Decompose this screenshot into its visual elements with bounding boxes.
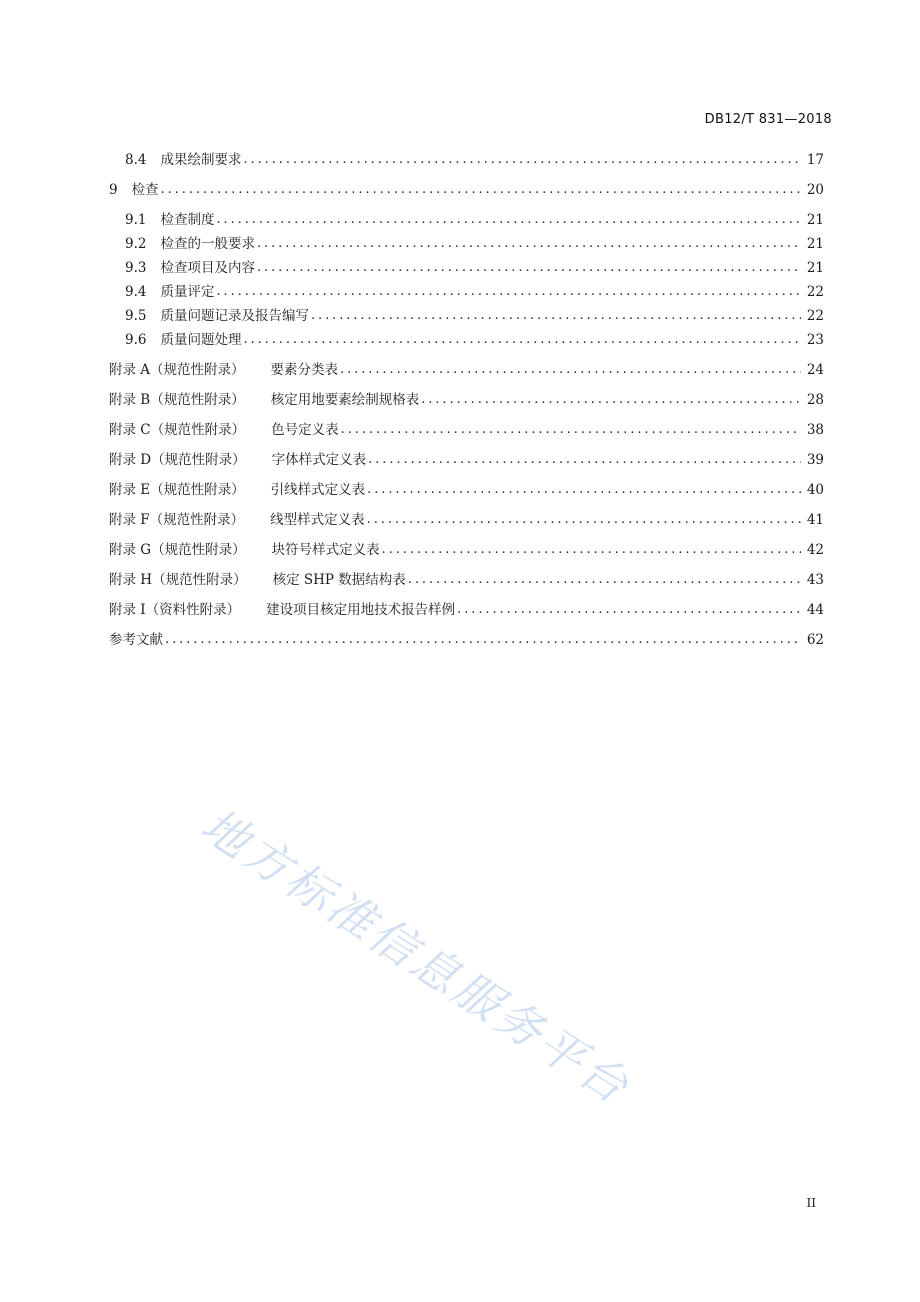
toc-page: 40 bbox=[806, 482, 824, 498]
toc-title: 参考文献 bbox=[109, 632, 163, 648]
toc-title: 质量评定 bbox=[160, 284, 215, 300]
toc-leader-dots bbox=[367, 479, 801, 501]
toc-title: 检查的一般要求 bbox=[160, 236, 255, 252]
toc-page: 21 bbox=[806, 260, 824, 276]
toc-page: 24 bbox=[806, 362, 824, 378]
toc-title: 块符号样式定义表 bbox=[271, 542, 380, 558]
toc-leader-dots bbox=[367, 509, 801, 531]
toc-number: 附录 I（资料性附录） bbox=[109, 602, 241, 618]
toc-leader-dots bbox=[216, 281, 800, 303]
toc-leader-dots bbox=[311, 305, 801, 327]
toc-title: 核定 SHP 数据结构表 bbox=[272, 572, 406, 588]
toc-page: 62 bbox=[806, 632, 824, 648]
toc-title: 检查项目及内容 bbox=[160, 260, 255, 276]
toc-leader-dots bbox=[457, 599, 801, 621]
toc-title: 质量问题记录及报告编写 bbox=[160, 308, 309, 324]
toc-number: 附录 C（规范性附录） bbox=[109, 422, 246, 438]
toc-entry-appendix-b[interactable] bbox=[109, 389, 824, 411]
toc-page: 43 bbox=[806, 572, 824, 588]
toc-title: 字体样式定义表 bbox=[271, 452, 367, 468]
toc-entry-appendix-f[interactable] bbox=[109, 509, 824, 531]
toc-number: 附录 E（规范性附录） bbox=[109, 482, 245, 498]
toc-entry-appendix-a[interactable] bbox=[109, 359, 824, 381]
toc-entry-8-4[interactable] bbox=[109, 149, 824, 171]
toc-leader-dots bbox=[161, 179, 801, 201]
toc-page: 41 bbox=[806, 512, 824, 528]
toc-page: 44 bbox=[806, 602, 824, 618]
toc-number: 附录 A（规范性附录） bbox=[109, 362, 245, 378]
toc-page: 21 bbox=[806, 212, 824, 228]
toc-leader-dots bbox=[340, 359, 801, 381]
toc-page: 39 bbox=[806, 452, 824, 468]
toc-entry-appendix-g[interactable] bbox=[109, 539, 824, 561]
toc-page: 23 bbox=[806, 332, 824, 348]
toc-entry-appendix-i[interactable] bbox=[109, 599, 824, 621]
toc-entry-9-6[interactable] bbox=[109, 329, 824, 351]
toc-number: 8.4 bbox=[125, 152, 147, 168]
toc-leader-dots bbox=[216, 209, 800, 231]
toc-page: 42 bbox=[806, 542, 824, 558]
toc-number: 附录 D（规范性附录） bbox=[109, 452, 246, 468]
toc-entry-appendix-c[interactable] bbox=[109, 419, 824, 441]
toc-entry-appendix-h[interactable] bbox=[109, 569, 824, 591]
document-code: DB12/T 831—2018 bbox=[704, 112, 832, 127]
toc-entry-appendix-d[interactable] bbox=[109, 449, 824, 471]
toc-title: 检查制度 bbox=[160, 212, 215, 228]
toc-leader-dots bbox=[341, 419, 801, 441]
toc-title: 成果绘制要求 bbox=[160, 152, 242, 168]
toc-leader-dots bbox=[243, 329, 800, 351]
toc-number: 9.4 bbox=[125, 284, 147, 300]
toc-number: 附录 F（规范性附录） bbox=[109, 512, 245, 528]
page-number: II bbox=[806, 1196, 816, 1210]
toc-title: 线型样式定义表 bbox=[270, 512, 365, 528]
toc-number: 附录 G（规范性附录） bbox=[109, 542, 246, 558]
toc-title: 要素分类表 bbox=[270, 362, 339, 378]
toc-number: 9.3 bbox=[125, 260, 147, 276]
toc-entry-9-3[interactable] bbox=[109, 257, 824, 279]
toc-entry-9[interactable] bbox=[109, 179, 824, 201]
toc-entry-9-5[interactable] bbox=[109, 305, 824, 327]
toc-leader-dots bbox=[368, 449, 801, 471]
toc-leader-dots bbox=[165, 629, 801, 651]
toc-title: 色号定义表 bbox=[271, 422, 339, 438]
toc-number: 9.6 bbox=[125, 332, 147, 348]
toc-title: 引线样式定义表 bbox=[270, 482, 366, 498]
toc-leader-dots bbox=[382, 539, 801, 561]
toc-number: 附录 B（规范性附录） bbox=[109, 392, 245, 408]
toc-page: 38 bbox=[806, 422, 824, 438]
toc-page: 20 bbox=[806, 182, 824, 198]
toc-number: 9.5 bbox=[125, 308, 147, 324]
watermark-text: 地方标准信息服务平台 bbox=[191, 797, 641, 1116]
toc-number: 9.1 bbox=[125, 212, 147, 228]
toc-title: 建设项目核定用地技术报告样例 bbox=[266, 602, 456, 618]
toc-page: 22 bbox=[806, 284, 824, 300]
toc-entry-appendix-e[interactable] bbox=[109, 479, 824, 501]
toc-leader-dots bbox=[421, 389, 801, 411]
toc-number: 9 bbox=[109, 182, 118, 198]
toc-page: 17 bbox=[806, 152, 824, 168]
toc-number: 附录 H（规范性附录） bbox=[109, 572, 247, 588]
toc-entry-9-1[interactable] bbox=[109, 209, 824, 231]
toc-leader-dots bbox=[408, 569, 801, 591]
toc-title: 检查 bbox=[131, 182, 159, 198]
toc-entry-9-2[interactable] bbox=[109, 233, 824, 255]
toc-page: 22 bbox=[806, 308, 824, 324]
toc-title: 核定用地要素绘制规格表 bbox=[270, 392, 420, 408]
toc-leader-dots bbox=[257, 233, 801, 255]
toc-title: 质量问题处理 bbox=[160, 332, 242, 348]
toc-number: 9.2 bbox=[125, 236, 147, 252]
toc-leader-dots bbox=[243, 149, 800, 171]
toc-entry-9-4[interactable] bbox=[109, 281, 824, 303]
toc-entry-references[interactable] bbox=[109, 629, 824, 651]
toc-leader-dots bbox=[257, 257, 801, 279]
toc-page: 28 bbox=[806, 392, 824, 408]
toc-page: 21 bbox=[806, 236, 824, 252]
